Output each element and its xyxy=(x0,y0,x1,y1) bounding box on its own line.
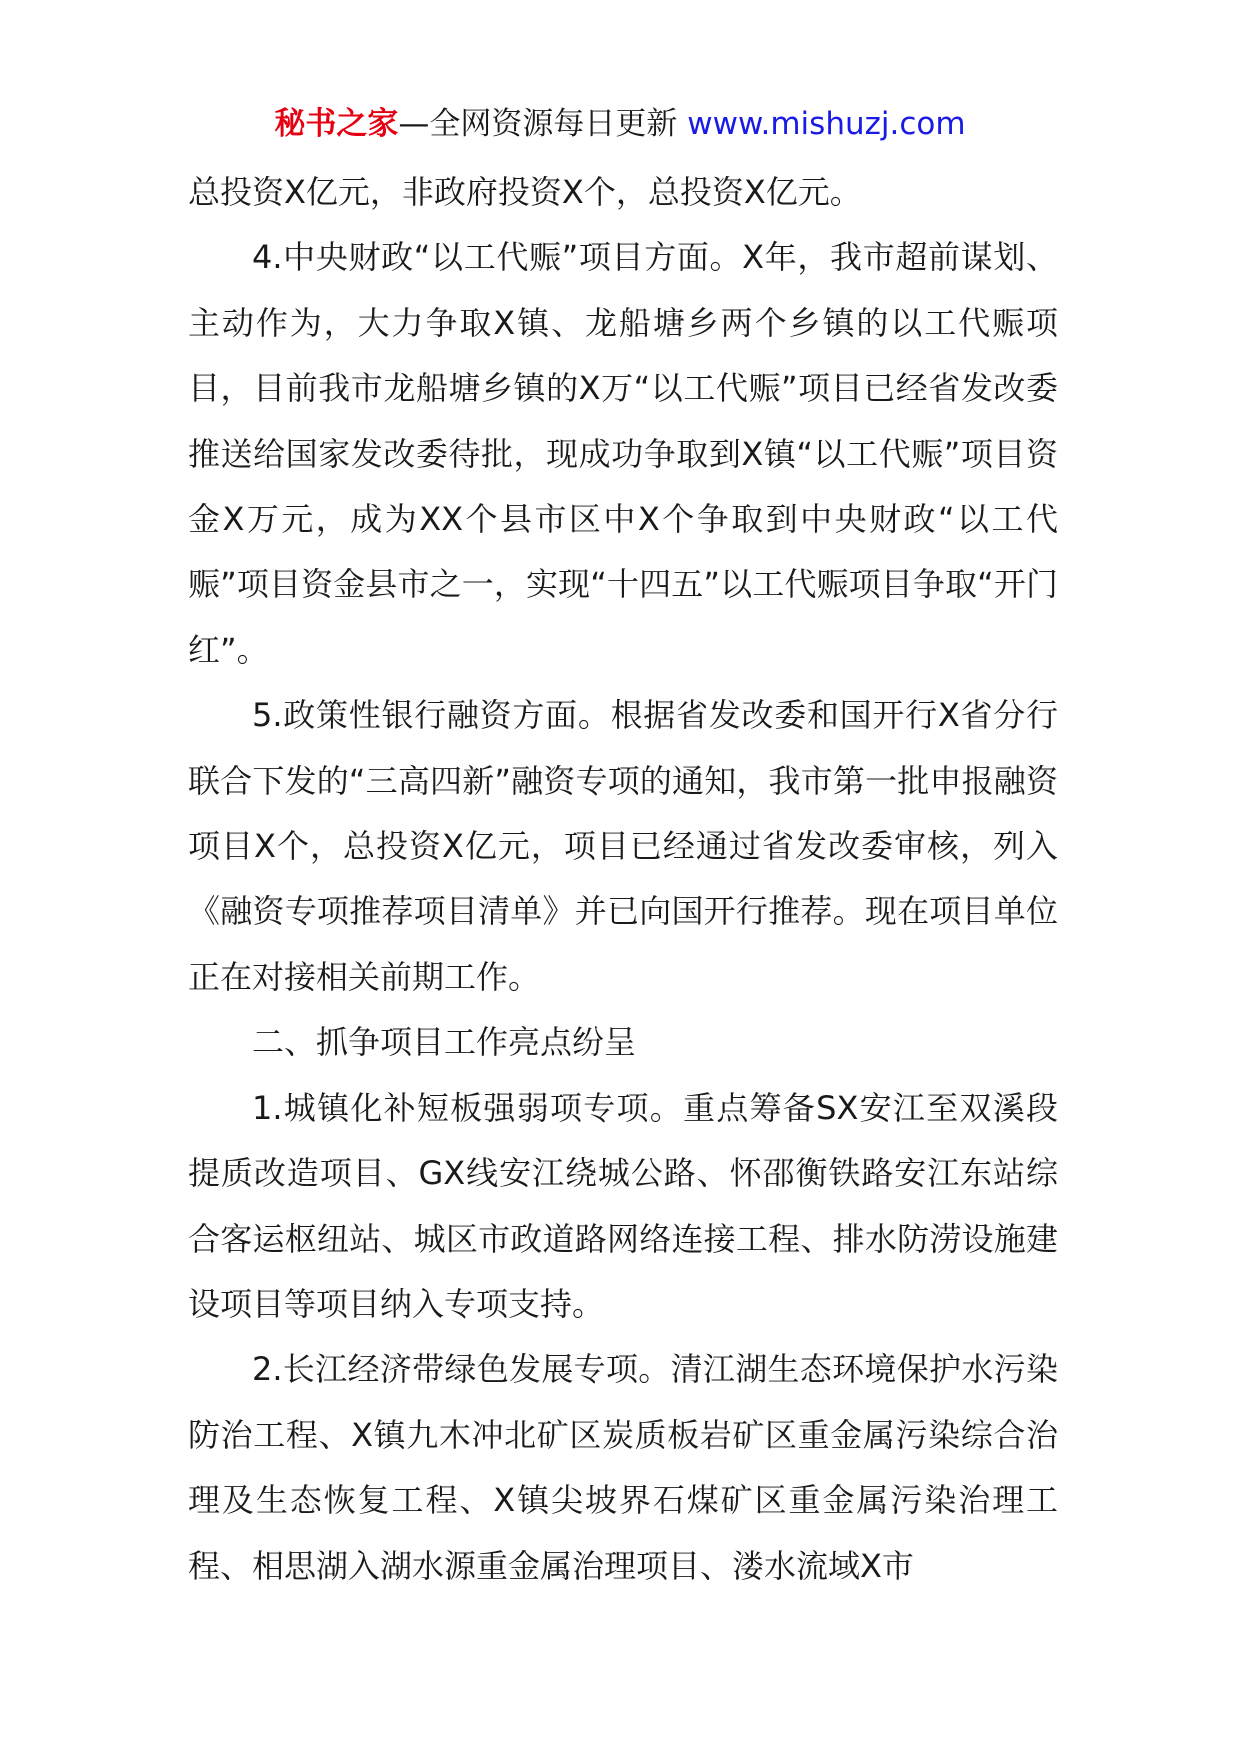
paragraph-urbanization: 1.城镇化补短板强弱项专项。重点筹备SX安江至双溪段提质改造项目、GX线安江绕城公路、怀邵衡铁路安江东站综合客运枢纽站、城区市政道路网络连接工程、排水防涝设施建设项目等项目纳入专项支持。 xyxy=(188,1088,1058,1323)
header-tagline: —全网资源每日更新 xyxy=(398,106,688,142)
section-heading: 二、抓争项目工作亮点纷呈 xyxy=(252,1023,637,1062)
brand-name: 秘书之家 xyxy=(274,106,399,142)
paragraph-continuation: 总投资X亿元，非政府投资X个，总投资X亿元。 xyxy=(188,173,862,211)
paragraph-work-relief: 4.中央财政“以工代赈”项目方面。X年，我市超前谋划、主动作为，大力争取X镇、龙船塘乡两个乡镇的以工代赈项目，目前我市龙船塘乡镇的X万“以工代赈”项目已经省发改委推送给国家发改委待批，现成功争取到X镇“以工代赈”项目资金X万元，成为XX个县市区中X个争取到中央财政“以工代赈”项目资金县市之一，实现“十四五”以工代赈项目争取“开门红”。 xyxy=(188,238,1058,669)
paragraph-green-development: 2.长江经济带绿色发展专项。清江湖生态环境保护水污染防治工程、X镇九木冲北矿区炭质板岩矿区重金属污染综合治理及生态恢复工程、X镇尖坡界石煤矿区重金属污染治理工程、相思湖入湖水源重金属治理项目、溇水流域X市 xyxy=(188,1350,1058,1585)
paragraph-policy-bank: 5.政策性银行融资方面。根据省发改委和国开行X省分行联合下发的“三高四新”融资专项的通知，我市第一批申报融资项目X个，总投资X亿元，项目已经通过省发改委审核，列入《融资专项推荐项目清单》并已向国开行推荐。现在项目单位正在对接相关前期工作。 xyxy=(188,696,1058,996)
site-url-link[interactable]: www.mishuzj.com xyxy=(687,106,966,142)
watermark-header xyxy=(0,104,1240,144)
document-body xyxy=(188,160,1058,1599)
